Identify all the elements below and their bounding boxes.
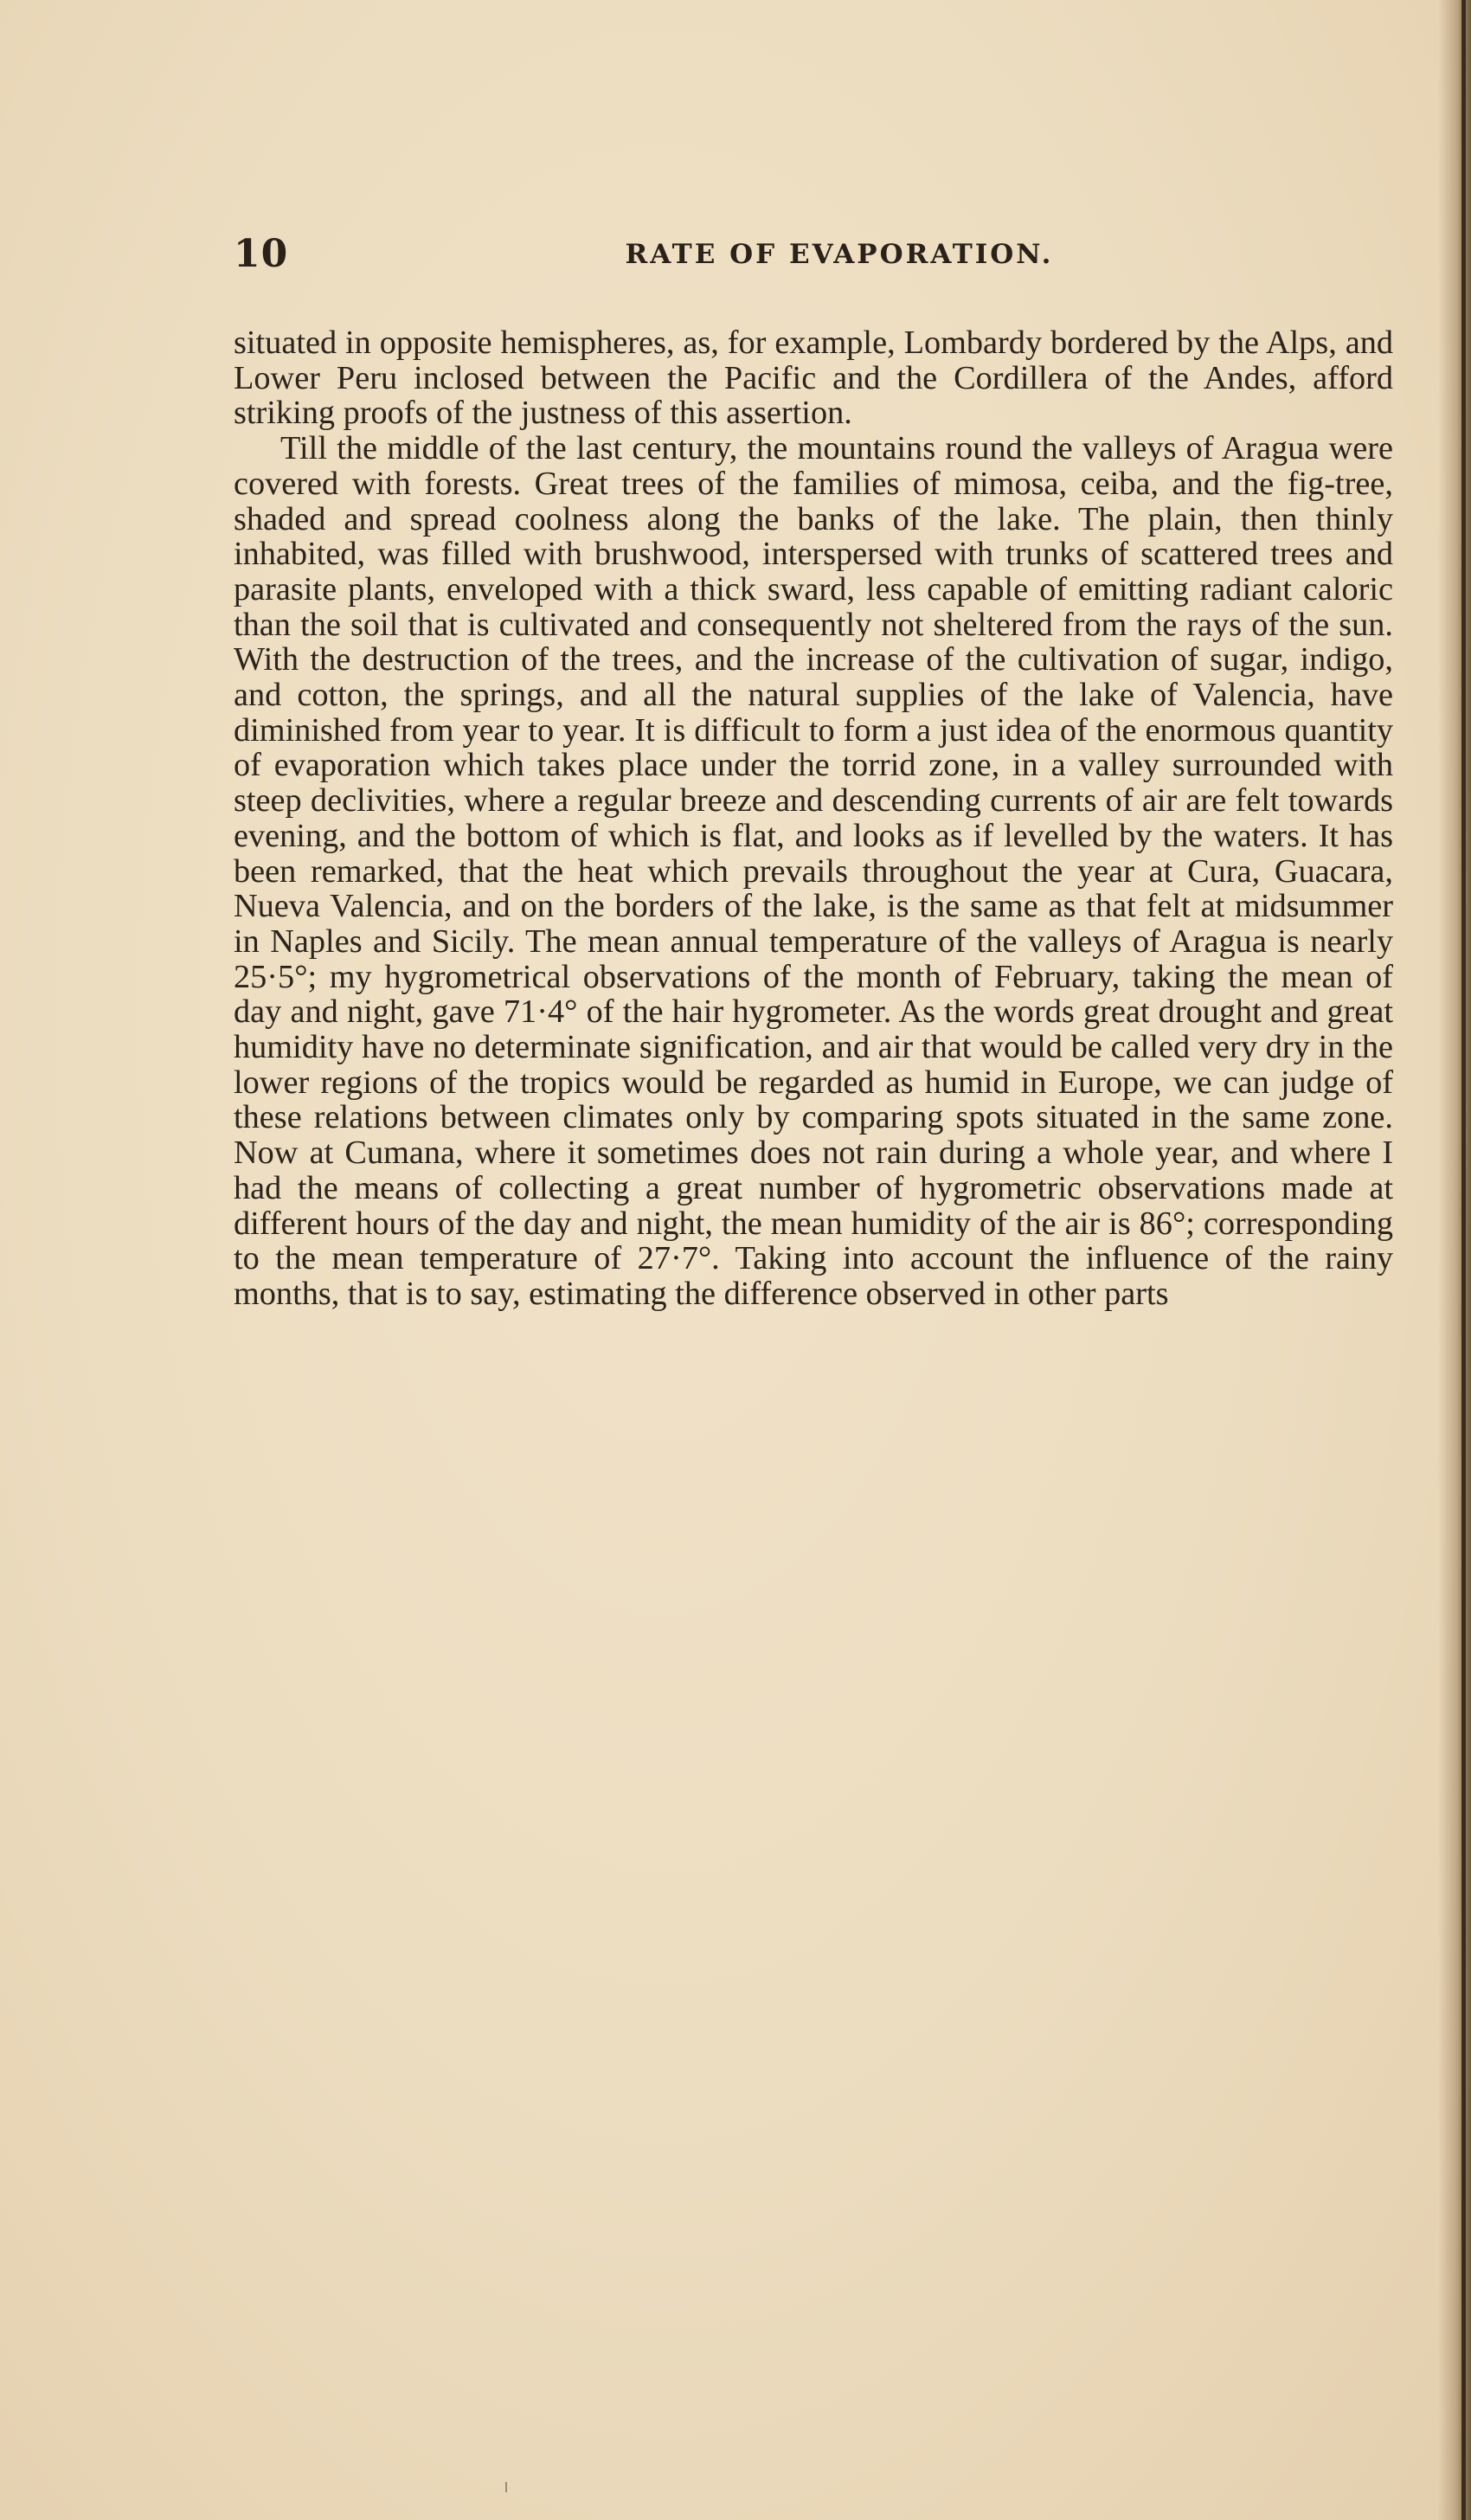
page-header [234, 232, 1393, 284]
paper-speck [505, 2482, 507, 2492]
paragraph: situated in opposite hemispheres, as, for example, Lombardy bordered by the Alps, and Lower Peru inclosed between the Pacific and the Cordillera of the Andes, afford striking proofs of the justness of this assertion. [234, 325, 1393, 432]
page-edge-shadow [1438, 0, 1471, 2520]
page-number: 10 [234, 232, 289, 276]
body-text [234, 325, 1393, 1312]
running-title: RATE OF EVAPORATION. [625, 239, 1054, 270]
page-edge [1461, 0, 1466, 2520]
paragraph: Till the middle of the last century, the mountains round the valleys of Aragua were covered with forests. Great trees of the families of mimosa, ceiba, and the fig-tree, shaded and spread coolness along the banks of the lake. The plain, then thinly inhabited, was filled with brushwood, interspersed with trunks of scattered trees and parasite plants, enveloped with a thick sward, less capable of emitting radiant caloric than the soil that is cultivated and consequently not sheltered from the rays of the sun. With the destruction of the trees, and the increase of the cultivation of sugar, indigo, and cotton, the springs, and all the natural supplies of the lake of Valencia, have diminished from year to year. It is difficult to form a just idea of the enormous quantity of evaporation which takes place under the torrid zone, in a valley surrounded with steep declivities, where a regular breeze and descending currents of air are felt towards evening, and the bottom of which is flat, and looks as if levelled by the waters. It has been remarked, that the heat which prevails throughout the year at Cura, Guacara, Nueva Valencia, and on the borders of the lake, is the same as that felt at midsummer in Naples and Sicily. The mean annual temperature of the valleys of Aragua is nearly 25·5°; my hygrometrical observations of the month of February, taking the mean of day and night, gave 71·4° of the hair hygrometer. As the words great drought and great humidity have no determinate signification, and air that would be called very dry in the lower regions of the tropics would be regarded as humid in Europe, we can judge of these relations between climates only by comparing spots situated in the same zone. Now at Cumana, where it sometimes does not rain during a whole year, and where I had the means of collecting a great number of hygrometric observations made at different hours of the day and night, the mean humidity of the air is 86°; corresponding to the mean temperature of 27·7°. Taking into account the influence of the rainy months, that is to say, estimating the difference observed in other parts [234, 430, 1393, 1312]
